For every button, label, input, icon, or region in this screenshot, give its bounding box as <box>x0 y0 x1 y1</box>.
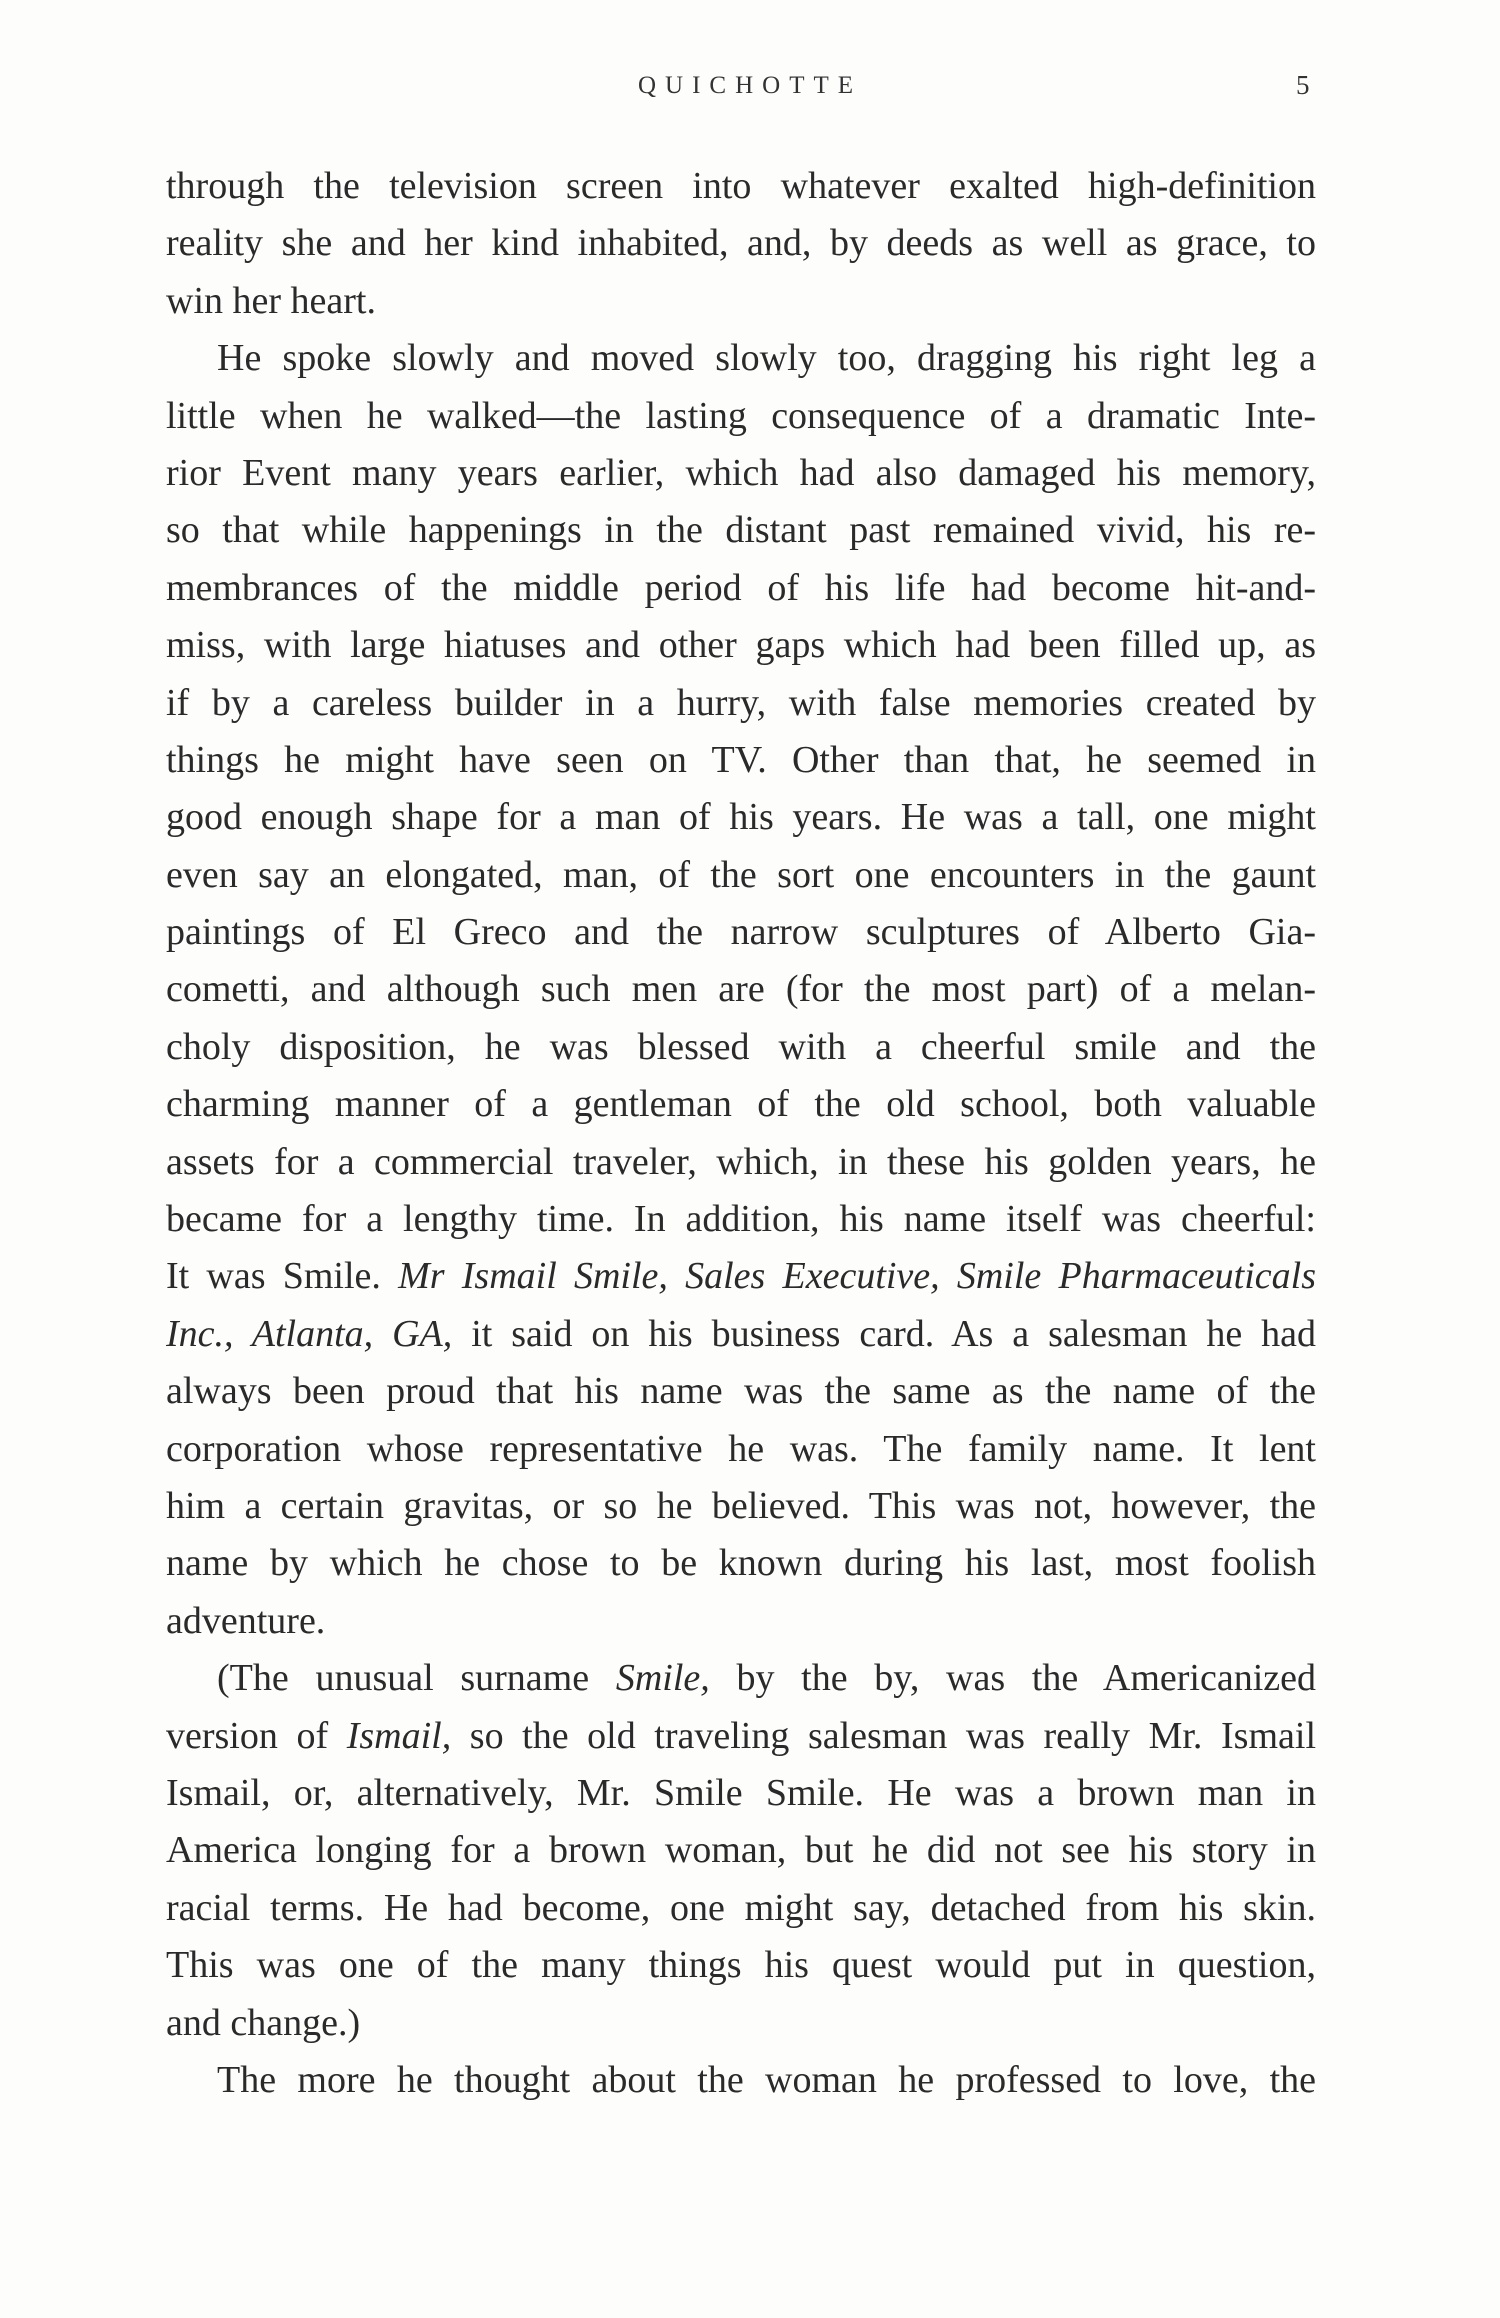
text-segment: charming manner of a gentleman of the old school, both valuable <box>166 1083 1316 1126</box>
text-line <box>166 560 1316 617</box>
text-segment: racial terms. He had become, one might say, detached from his skin. <box>166 1886 1316 1929</box>
text-line <box>166 1478 1316 1535</box>
text-line <box>166 2052 1316 2109</box>
text-segment: through the television screen into whatever exalted high-definition <box>166 165 1316 207</box>
text-segment: things he might have seen on TV. Other than that, he seemed in <box>166 738 1316 781</box>
text-line <box>166 961 1316 1018</box>
text-segment: good enough shape for a man of his years. He was a tall, one might <box>166 796 1316 839</box>
text-segment: reality she and her kind inhabited, and, by deeds as well as grace, to <box>166 222 1316 265</box>
text-line <box>166 732 1316 789</box>
text-line <box>166 1363 1316 1420</box>
text-segment: This was one of the many things his quest would put in question, <box>166 1944 1316 1987</box>
text-segment: The more he thought about the woman he professed to love, the <box>217 2058 1316 2101</box>
text-line <box>166 1995 1316 2052</box>
text-line <box>166 1593 1316 1650</box>
text-line <box>166 1191 1316 1248</box>
text-segment: by the by, was the Americanized <box>709 1657 1316 1700</box>
text-segment: so the old traveling salesman was really Mr. Ismail <box>451 1714 1316 1757</box>
text-line <box>166 789 1316 846</box>
text-segment: if by a careless builder in a hurry, with false memories created by <box>166 681 1316 724</box>
text-segment: cometti, and although such men are (for the most part) of a melan- <box>166 968 1316 1011</box>
text-line <box>166 445 1316 502</box>
italic-text: Ismail, <box>346 1714 452 1757</box>
text-line <box>166 1708 1316 1765</box>
text-line <box>166 502 1316 559</box>
italic-text: Mr Ismail Smile, Sales Executive, Smile Pharmaceuticals <box>398 1255 1316 1298</box>
text-segment: became for a lengthy time. In addition, his name itself was cheerful: <box>166 1198 1316 1241</box>
text-line <box>166 1650 1316 1707</box>
text-segment: adventure. <box>166 1599 326 1642</box>
text-line <box>166 388 1316 445</box>
text-segment: it said on his business card. As a salesman he had <box>452 1312 1316 1355</box>
text-line <box>166 1019 1316 1076</box>
text-segment: version of <box>166 1714 347 1757</box>
text-line <box>166 904 1316 961</box>
text-segment: even say an elongated, man, of the sort one encounters in the gaunt <box>166 853 1316 896</box>
italic-text: Smile, <box>615 1657 710 1700</box>
text-segment: Ismail, or, alternatively, Mr. Smile Smile. He was a brown man in <box>166 1771 1316 1814</box>
text-segment: America longing for a brown woman, but he did not see his story in <box>166 1829 1316 1872</box>
text-line <box>166 617 1316 674</box>
text-segment: It was Smile. <box>166 1255 399 1298</box>
text-segment: and change.) <box>166 2001 361 2044</box>
text-line <box>166 1421 1316 1478</box>
text-line <box>166 1248 1316 1305</box>
text-segment: rior Event many years earlier, which had also damaged his memory, <box>166 451 1316 494</box>
text-segment: name by which he chose to be known during his last, most foolish <box>166 1542 1316 1585</box>
text-segment: win her heart. <box>166 279 376 322</box>
text-line <box>166 1822 1316 1879</box>
text-segment: him a certain gravitas, or so he believed. This was not, however, the <box>166 1484 1316 1527</box>
text-line <box>166 1765 1316 1822</box>
text-line <box>166 1937 1316 1994</box>
text-line <box>166 1134 1316 1191</box>
text-segment: choly disposition, he was blessed with a cheerful smile and the <box>166 1025 1316 1068</box>
text-line <box>166 847 1316 904</box>
text-line <box>166 215 1316 272</box>
text-line <box>166 675 1316 732</box>
text-segment: paintings of El Greco and the narrow sculptures of Alberto Gia- <box>166 911 1316 954</box>
text-segment: so that while happenings in the distant past remained vivid, his re- <box>166 509 1316 552</box>
text-line <box>166 1880 1316 1937</box>
text-segment: little when he walked—the lasting consequence of a dramatic Inte- <box>166 394 1316 437</box>
body-text <box>166 158 1316 2109</box>
italic-text: Inc., Atlanta, GA, <box>166 1312 453 1355</box>
text-line <box>166 273 1316 330</box>
text-line <box>166 1076 1316 1133</box>
text-segment: always been proud that his name was the same as the name of the <box>166 1370 1316 1413</box>
text-segment: assets for a commercial traveler, which, in these his golden years, he <box>166 1140 1316 1183</box>
text-segment: He spoke slowly and moved slowly too, dragging his right leg a <box>217 337 1316 380</box>
text-line <box>166 1535 1316 1592</box>
running-title: QUICHOTTE <box>637 72 863 99</box>
text-line <box>166 158 1316 215</box>
text-segment: miss, with large hiatuses and other gaps which had been filled up, as <box>166 624 1316 667</box>
page-number: 5 <box>1296 70 1310 100</box>
text-segment: corporation whose representative he was. The family name. It lent <box>166 1427 1316 1470</box>
text-segment: (The unusual surname <box>217 1657 616 1700</box>
text-line <box>166 330 1316 387</box>
text-line <box>166 1306 1316 1363</box>
text-segment: membrances of the middle period of his life had become hit-and- <box>166 566 1316 609</box>
